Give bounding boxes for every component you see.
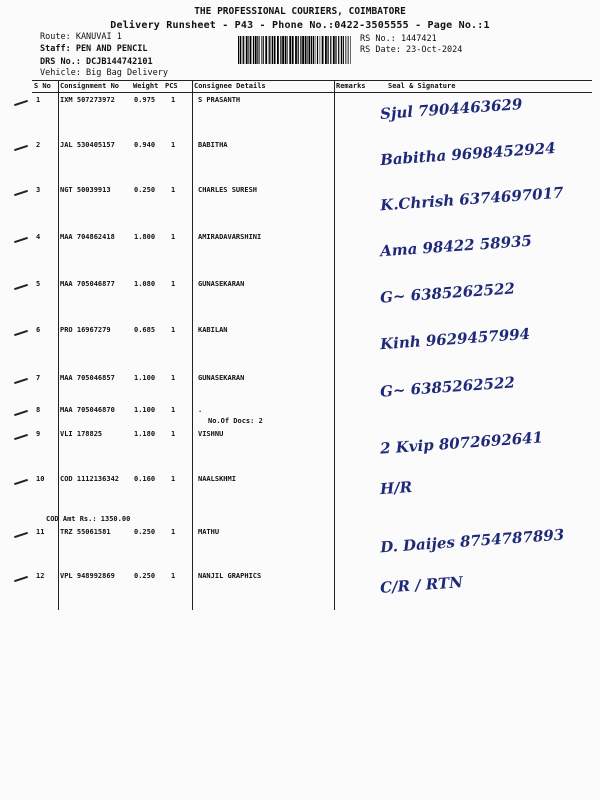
handwritten-signature: Sjul 7904463629: [379, 95, 523, 123]
col-divider: [334, 80, 335, 610]
row-weight: 0.250: [134, 572, 156, 580]
row-consignee: GUNASEKARAN: [198, 374, 245, 382]
col-consignee: Consignee Details: [194, 82, 266, 90]
row-consignee: NANJIL GRAPHICS: [198, 572, 262, 580]
pen-tick-mark: [14, 284, 28, 290]
row-weight: 0.250: [134, 186, 156, 194]
pen-tick-mark: [14, 479, 28, 485]
row-pcs: 1: [171, 528, 176, 536]
row-weight: 0.940: [134, 141, 156, 149]
row-consignee: GUNASEKARAN: [198, 280, 245, 288]
row-consignment-no: MAA 704862418: [60, 233, 115, 241]
col-divider: [58, 80, 59, 610]
pen-tick-mark: [14, 190, 28, 196]
rs-number: RS No.: 1447421: [360, 34, 437, 44]
row-sno: 6: [36, 326, 41, 334]
row-consignment-no: JAL 530405157: [60, 141, 115, 149]
row-consignment-no: NGT 50039913: [60, 186, 111, 194]
row-consignment-no: IXM 507273972: [60, 96, 115, 104]
row-consignee: VISHNU: [198, 430, 224, 438]
runsheet-title: Delivery Runsheet - P43 - Phone No.:0422-3505555 - Page No.:1: [110, 20, 490, 31]
row-weight: 0.975: [134, 96, 156, 104]
pen-tick-mark: [14, 237, 28, 243]
row-pcs: 1: [171, 475, 176, 483]
staff: Staff: PEN AND PENCIL: [40, 44, 148, 54]
row-pcs: 1: [171, 430, 176, 438]
row-weight: 1.080: [134, 280, 156, 288]
row-pcs: 1: [171, 406, 176, 414]
row-sno: 7: [36, 374, 41, 382]
row-pcs: 1: [171, 280, 176, 288]
col-pcs: PCS: [165, 82, 178, 90]
row-weight: 0.160: [134, 475, 156, 483]
row-consignment-no: PRO 16967279: [60, 326, 111, 334]
col-consignment: Consignment No: [60, 82, 120, 90]
row-sno: 12: [36, 572, 45, 580]
col-divider: [192, 80, 193, 610]
company-name: THE PROFESSIONAL COURIERS, COIMBATORE: [194, 6, 406, 17]
row-sno: 1: [36, 96, 41, 104]
col-seal: Seal & Signature: [388, 82, 456, 90]
handwritten-signature: Babitha 9698452924: [379, 138, 557, 170]
rs-date: RS Date: 23-Oct-2024: [360, 45, 463, 55]
row-consignment-no: MAA 705046877: [60, 280, 115, 288]
row-consignee: NAALSKHMI: [198, 475, 236, 483]
row-weight: 0.250: [134, 528, 156, 536]
row-consignee: S PRASANTH: [198, 96, 241, 104]
pen-tick-mark: [14, 410, 28, 416]
header-bottom-rule: [32, 92, 592, 93]
docs-count: No.Of Docs: 2: [208, 417, 263, 425]
pen-tick-mark: [14, 532, 28, 538]
row-sno: 10: [36, 475, 45, 483]
cod-amount: COD Amt Rs.: 1350.00: [46, 515, 131, 523]
row-consignee: KABILAN: [198, 326, 228, 334]
row-sno: 2: [36, 141, 41, 149]
row-pcs: 1: [171, 141, 176, 149]
row-consignee: BABITHA: [198, 141, 228, 149]
row-sno: 5: [36, 280, 41, 288]
pen-tick-mark: [14, 145, 28, 151]
row-pcs: 1: [171, 374, 176, 382]
row-weight: 1.800: [134, 233, 156, 241]
row-pcs: 1: [171, 233, 176, 241]
barcode: [238, 36, 354, 64]
row-weight: 1.100: [134, 374, 156, 382]
row-consignment-no: TRZ 55061581: [60, 528, 111, 536]
row-consignee: AMIRADAVARSHINI: [198, 233, 262, 241]
row-sno: 8: [36, 406, 41, 414]
pen-tick-mark: [14, 330, 28, 336]
drs-number: DRS No.: DCJB144742101: [40, 57, 153, 67]
handwritten-signature: Kinh 9629457994: [379, 324, 531, 354]
row-consignee: MATHU: [198, 528, 220, 536]
pen-tick-mark: [14, 100, 28, 106]
row-consignment-no: VLI 178825: [60, 430, 103, 438]
col-remarks: Remarks: [336, 82, 366, 90]
row-consignment-no: MAA 705046857: [60, 374, 115, 382]
handwritten-signature: C/R / RTN: [379, 573, 464, 597]
handwritten-signature: H/R: [379, 477, 413, 499]
route: Route: KANUVAI 1: [40, 32, 122, 42]
header-top-rule: [32, 80, 592, 81]
row-weight: 1.180: [134, 430, 156, 438]
row-pcs: 1: [171, 572, 176, 580]
row-consignee: .: [198, 406, 203, 414]
pen-tick-mark: [14, 576, 28, 582]
handwritten-signature: G~ 6385262522: [379, 373, 516, 401]
handwritten-signature: G~ 6385262522: [379, 279, 516, 307]
handwritten-signature: Ama 98422 58935: [379, 231, 533, 261]
row-consignment-no: MAA 705046870: [60, 406, 115, 414]
row-sno: 9: [36, 430, 41, 438]
handwritten-signature: 2 Kvip 8072692641: [379, 428, 544, 458]
row-consignment-no: VPL 948992869: [60, 572, 115, 580]
row-pcs: 1: [171, 326, 176, 334]
row-sno: 4: [36, 233, 41, 241]
pen-tick-mark: [14, 434, 28, 440]
handwritten-signature: D. Daijes 8754787893: [379, 525, 565, 557]
row-pcs: 1: [171, 186, 176, 194]
handwritten-signature: K.Chrish 6374697017: [379, 183, 565, 215]
row-consignment-no: COD 1112136342: [60, 475, 120, 483]
row-sno: 3: [36, 186, 41, 194]
col-sno: S No: [34, 82, 51, 90]
vehicle: Vehicle: Big Bag Delivery: [40, 68, 168, 78]
row-weight: 1.100: [134, 406, 156, 414]
row-consignee: CHARLES SURESH: [198, 186, 258, 194]
row-weight: 0.685: [134, 326, 156, 334]
row-sno: 11: [36, 528, 45, 536]
col-weight: Weight: [133, 82, 159, 90]
row-pcs: 1: [171, 96, 176, 104]
pen-tick-mark: [14, 378, 28, 384]
